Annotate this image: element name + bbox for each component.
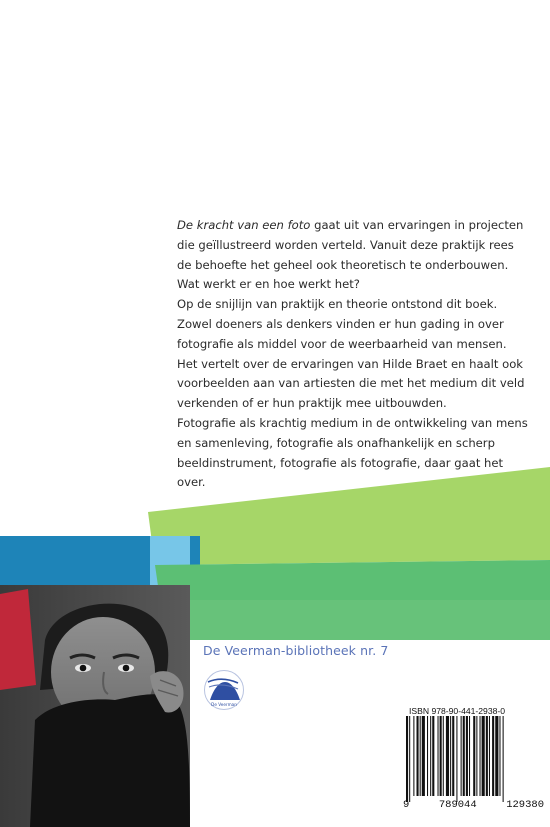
barcode-bar (427, 716, 428, 796)
isbn-label: ISBN 978-90-441-2938-0 (409, 706, 506, 716)
barcode-bar (438, 716, 439, 796)
barcode-bar (492, 716, 494, 796)
barcode-bar (473, 716, 475, 796)
boat-logo-icon (205, 671, 244, 710)
blurb-paragraph-3: Fotografie als krachtig medium in de ontwikkeling van mens en samenleving, fotografie als onafhankelijk en scherp beeldinstrument, fotografie als fotografie, daar gaat het over. (177, 415, 528, 490)
barcode-bar (432, 716, 434, 796)
green-strong-band (155, 560, 550, 600)
book-title-inline: De kracht van een foto (177, 218, 311, 232)
barcode-bar (486, 716, 488, 796)
barcode-bar (463, 716, 465, 796)
barcode-bar (452, 716, 454, 796)
barcode-bar (417, 716, 419, 796)
series-label: De Veerman-bibliotheek nr. 7 (203, 643, 389, 658)
barcode-digits (403, 799, 544, 811)
barcode-bar (482, 716, 485, 796)
barcode-bar (409, 716, 410, 802)
barcode-bar (499, 716, 500, 796)
barcode-bar (456, 716, 457, 802)
barcode-bar (420, 716, 421, 796)
barcode-digit-group: 129380 (506, 799, 544, 811)
barcode-digit-group: 9 (403, 799, 410, 811)
barcode-digit-group: 789044 (438, 799, 477, 811)
portrait-photo-icon (0, 585, 190, 827)
barcode-bar (480, 716, 481, 796)
barcode-bar (461, 716, 462, 796)
barcode-bar (466, 716, 468, 796)
barcode-bar (450, 716, 451, 796)
barcode-bar (440, 716, 442, 796)
barcode-bar (406, 716, 408, 802)
blurb-paragraph-1 (177, 216, 529, 295)
barcode-bar (495, 716, 498, 796)
barcode-bar (489, 716, 490, 796)
barcode-bar (469, 716, 470, 796)
isbn-barcode (404, 716, 544, 802)
barcode-bar (476, 716, 477, 796)
blurb-paragraph-1-text: gaat uit van ervaringen in projecten die geïllustreerd worden verteld. Vanuit deze praktijk rees de behoefte het geheel ook theoretisch te onderbouwen. Wat werkt er en hoe werkt het? (177, 218, 524, 292)
barcode-bar (446, 716, 449, 796)
back-cover-blurb (177, 216, 529, 493)
barcode-bar (503, 716, 504, 802)
barcode-bar (443, 716, 444, 796)
logo-text: De Veerman (211, 702, 237, 707)
barcode-bar (430, 716, 431, 796)
barcode-bar (422, 716, 425, 796)
blurb-paragraph-2: Op de snijlijn van praktijk en theorie ontstond dit boek. Zowel doeners als denkers vinden er hun gading in over fotografie als middel voor de weerbaarheid van mensen. Het vertelt over de ervaringen van Hilde Braet en haalt ook voorbeelden aan van artiesten die met het medium dit veld verkenden of er hun praktijk mee uitbouwden. (177, 297, 525, 411)
barcode-bar (413, 716, 414, 796)
